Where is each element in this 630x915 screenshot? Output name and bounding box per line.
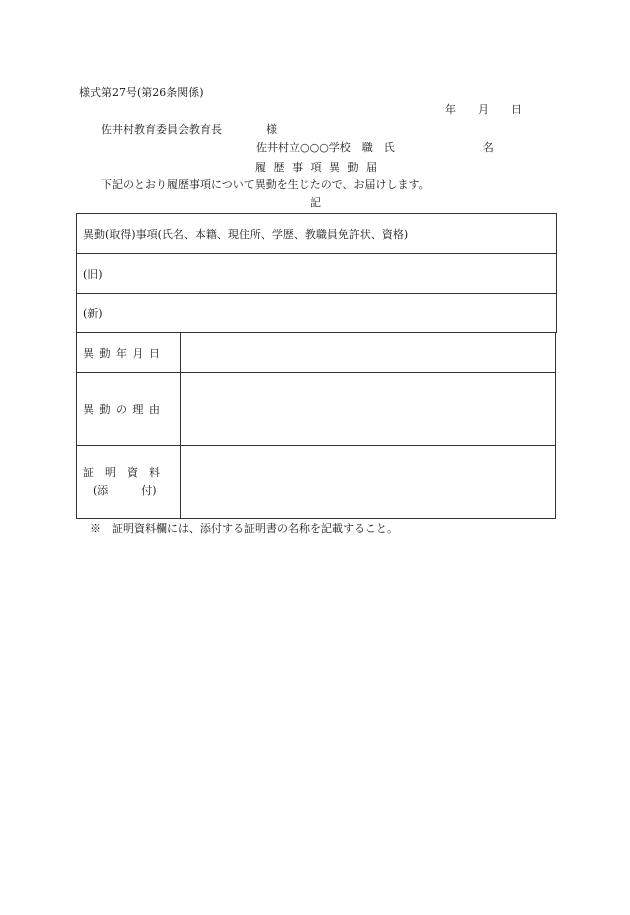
reason-value: [181, 373, 556, 446]
certificate-value: [181, 446, 556, 519]
change-date-value: [181, 333, 556, 373]
ki-heading: 記: [310, 196, 321, 209]
addressee: 佐井村教育委員会教育長 様: [101, 123, 277, 136]
intro-text: 下記のとおり履歴事項について異動を生じたので、お届けします。: [101, 178, 430, 191]
old-value-row: (旧): [77, 254, 557, 294]
new-value-row: (新): [77, 294, 557, 333]
change-items-table: [76, 213, 557, 333]
reason-label: 異 動 の 理 由: [77, 373, 181, 446]
details-table: [76, 332, 556, 519]
certificate-label-line1: 証 明 資 料: [83, 466, 160, 479]
certificate-label: [77, 446, 181, 519]
date-line: 年 月 日: [445, 103, 522, 116]
footnote: ※ 証明資料欄には、添付する証明書の名称を記載すること。: [90, 522, 398, 535]
document-title: 履 歴 事 項 異 動 届: [255, 161, 379, 174]
item-row-label: 異動(取得)事項(氏名、本籍、現住所、学歴、教職員免許状、資格): [77, 214, 557, 254]
change-date-label: 異 動 年 月 日: [77, 333, 181, 373]
certificate-label-line2: (添 付): [93, 484, 157, 497]
sender-line: 佐井村立○○○学校 職 氏 名: [256, 141, 494, 154]
form-number: 様式第27号(第26条関係): [79, 86, 204, 99]
